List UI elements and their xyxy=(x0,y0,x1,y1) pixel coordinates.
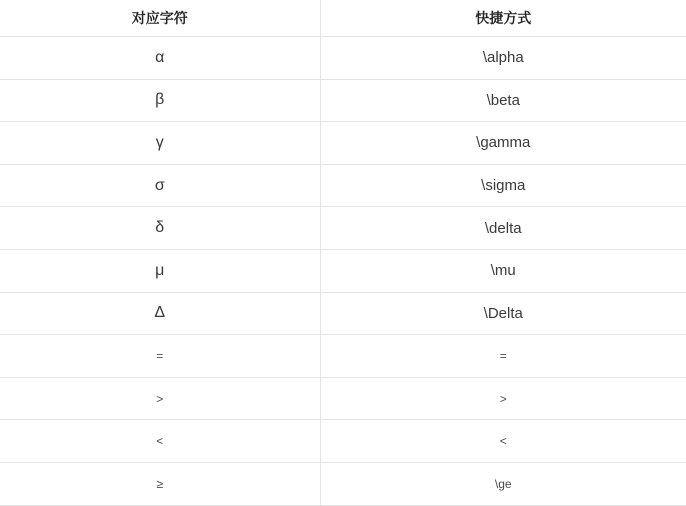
cell-character: δ xyxy=(0,207,320,250)
cell-character: μ xyxy=(0,249,320,292)
cell-character: Δ xyxy=(0,292,320,335)
cell-shortcut: \beta xyxy=(320,79,686,122)
table-header xyxy=(0,0,686,37)
cell-character: β xyxy=(0,79,320,122)
cell-shortcut: \ge xyxy=(320,462,686,505)
table-row xyxy=(0,420,686,463)
cell-character: = xyxy=(0,335,320,378)
cell-character: ≥ xyxy=(0,462,320,505)
table-row xyxy=(0,122,686,165)
cell-shortcut: < xyxy=(320,420,686,463)
cell-shortcut: \Delta xyxy=(320,292,686,335)
table-row xyxy=(0,79,686,122)
cell-character: σ xyxy=(0,164,320,207)
table-row xyxy=(0,164,686,207)
cell-character: α xyxy=(0,37,320,80)
cell-shortcut: > xyxy=(320,377,686,420)
table-row xyxy=(0,377,686,420)
cell-shortcut: \delta xyxy=(320,207,686,250)
cell-character: γ xyxy=(0,122,320,165)
cell-shortcut: \alpha xyxy=(320,37,686,80)
cell-character: < xyxy=(0,420,320,463)
table-header-row xyxy=(0,0,686,37)
table-row xyxy=(0,207,686,250)
cell-character: > xyxy=(0,377,320,420)
cell-shortcut: = xyxy=(320,335,686,378)
table-body xyxy=(0,37,686,506)
table-row xyxy=(0,37,686,80)
table-row xyxy=(0,335,686,378)
column-header-character: 对应字符 xyxy=(0,0,320,37)
cell-shortcut: \mu xyxy=(320,249,686,292)
table-row xyxy=(0,249,686,292)
table-row xyxy=(0,292,686,335)
cell-shortcut: \sigma xyxy=(320,164,686,207)
column-header-shortcut: 快捷方式 xyxy=(320,0,686,37)
table-row xyxy=(0,462,686,505)
cell-shortcut: \gamma xyxy=(320,122,686,165)
